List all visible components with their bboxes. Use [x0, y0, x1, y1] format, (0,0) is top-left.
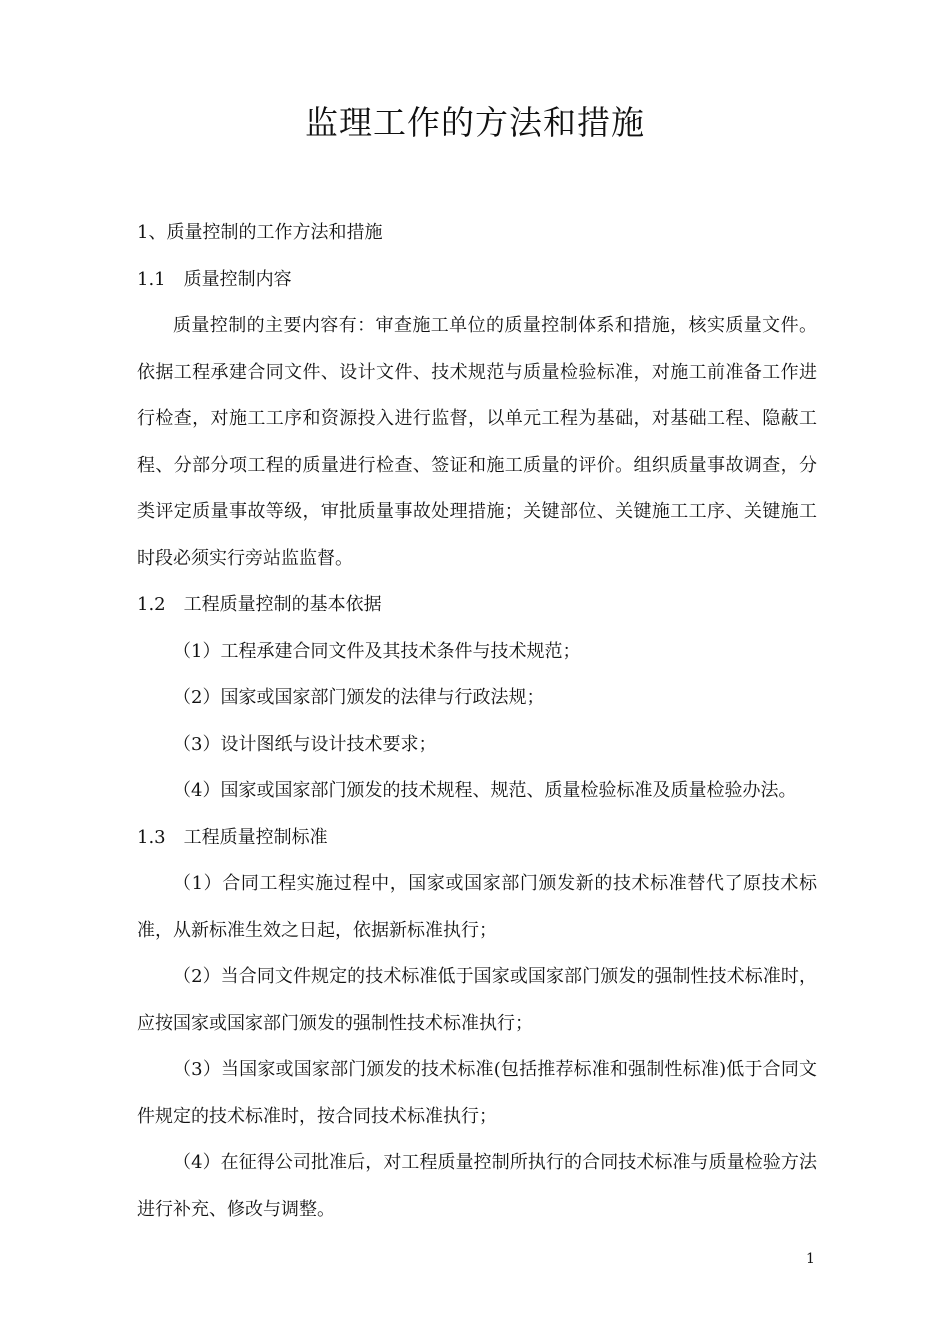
- document-body: [137, 210, 817, 1233]
- page-number: 1: [806, 1251, 815, 1267]
- section-heading-1-3: 1.3 工程质量控制标准: [137, 826, 328, 848]
- standard-item-2: （2）当合同文件规定的技术标准低于国家或国家部门颁发的强制性技术标准时，应按国家或国家部门颁发的强制性技术标准执行；: [137, 966, 817, 1034]
- basis-item-2: （2）国家或国家部门颁发的法律与行政法规；: [173, 687, 545, 708]
- basis-item-4: （4）国家或国家部门颁发的技术规程、规范、质量检验标准及质量检验办法。: [173, 780, 797, 801]
- basis-item-1: （1）工程承建合同文件及其技术条件与技术规范；: [173, 640, 581, 662]
- standard-item-1: （1）合同工程实施过程中，国家或国家部门颁发新的技术标准替代了原技术标准，从新标准生效之日起，依据新标准执行；: [137, 873, 817, 941]
- section-heading-1-1: 1.1 质量控制内容: [137, 268, 292, 290]
- quality-control-content-paragraph: 质量控制的主要内容有：审查施工单位的质量控制体系和措施，核实质量文件。依据工程承建合同文件、设计文件、技术规范与质量检验标准，对施工前准备工作进行检查，对施工工序和资源投入进行监督，以单元工程为基础，对基础工程、隐蔽工程、分部分项工程的质量进行检查、签证和施工质量的评价。组织质量事故调查，分类评定质量事故等级，审批质量事故处理措施；关键部位、关键施工工序、关键施工时段必须实行旁站监监督。: [137, 315, 817, 569]
- section-heading-1-2: 1.2 工程质量控制的基本依据: [137, 594, 382, 615]
- standard-item-3: （3）当国家或国家部门颁发的技术标准(包括推荐标准和强制性标准)低于合同文件规定的技术标准时，按合同技术标准执行；: [137, 1059, 817, 1127]
- page-title: 监理工作的方法和措施: [305, 103, 645, 142]
- section-heading-1: 1、质量控制的工作方法和措施: [137, 222, 383, 243]
- basis-item-3: （3）设计图纸与设计技术要求；: [173, 733, 437, 755]
- standard-item-4: （4）在征得公司批准后，对工程质量控制所执行的合同技术标准与质量检验方法进行补充、修改与调整。: [137, 1152, 817, 1220]
